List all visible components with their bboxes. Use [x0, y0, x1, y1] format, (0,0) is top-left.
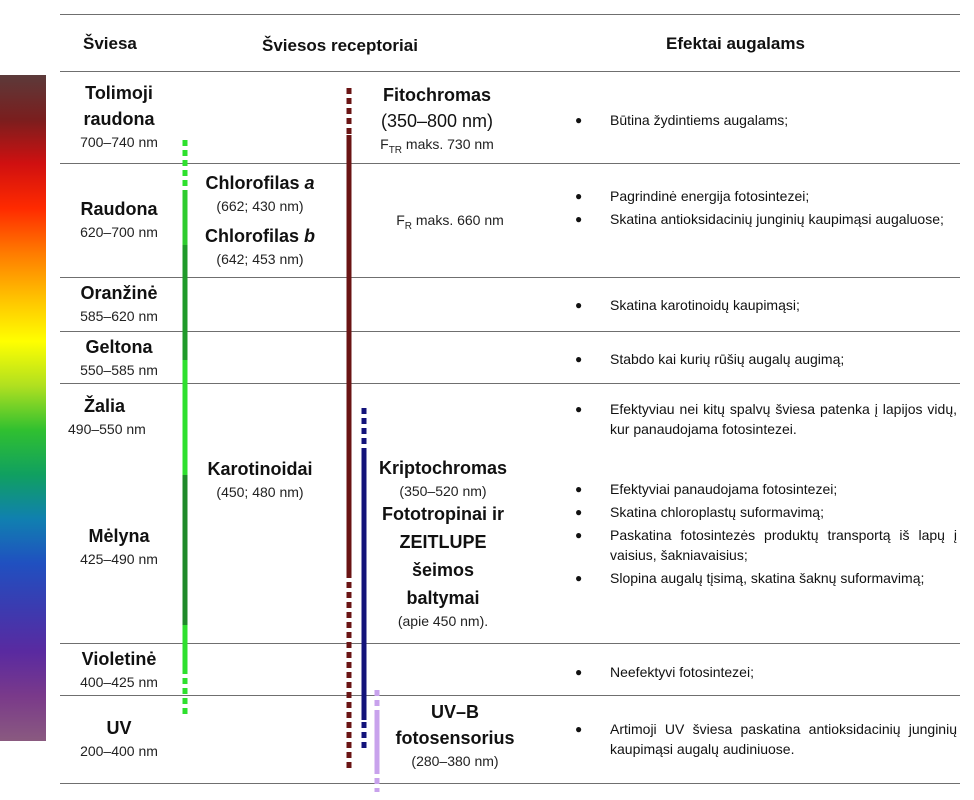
- light-name: Mėlyna: [88, 526, 150, 546]
- bullet-icon: ●: [575, 189, 583, 203]
- list-item: ● Neefektyvi fotosintezei;: [575, 664, 754, 680]
- fototropinai-line: šeimos: [411, 560, 475, 580]
- fitochromas-name: Fitochromas: [382, 85, 492, 105]
- effects-blue: [575, 479, 957, 591]
- chlorophyll-b-name: Chlorofilas: [204, 226, 299, 246]
- bullet-icon: ●: [575, 571, 583, 585]
- kriptochromas: [368, 455, 518, 631]
- light-name: Oranžinė: [80, 283, 158, 303]
- bullet-icon: ●: [575, 298, 583, 312]
- bullet-icon: ●: [575, 482, 583, 496]
- kriptochromas-name: Kriptochromas: [378, 458, 508, 478]
- list-item: ● Pagrindinė energija fotosintezei;: [575, 188, 810, 204]
- header-effects: Efektai augalams: [666, 34, 805, 53]
- header-light: Šviesa: [83, 34, 137, 53]
- bullet-icon: ●: [575, 665, 583, 679]
- light-range: 620–700 nm: [80, 224, 158, 240]
- list-item: ● Skatina antioksidacinių junginių kaupimąsi augaluose;: [575, 211, 944, 227]
- effects-yellow: [575, 349, 957, 372]
- list-item: ● Efektyviau nei kitų spalvų šviesa patenka į lapijos vidų, kur panaudojama fotosintezei.: [575, 401, 957, 437]
- light-name: raudona: [83, 109, 155, 129]
- ftr-max: $F_{TR}$ maks. 730 nm: [380, 136, 494, 156]
- light-range: 700–740 nm: [80, 134, 158, 150]
- light-range: 585–620 nm: [80, 308, 158, 324]
- light-range: 400–425 nm: [80, 674, 158, 690]
- list-item: ● Slopina augalų tįsimą, skatina šaknų suformavimą;: [575, 570, 925, 586]
- fototropinai-line: baltymai: [406, 588, 480, 608]
- karotinoidai: [195, 456, 325, 502]
- fototropinai-range: (apie 450 nm).: [397, 613, 489, 629]
- chlorophyll-b: [195, 223, 325, 269]
- fitochromas: [362, 82, 512, 161]
- light-name: Violetinė: [81, 649, 157, 669]
- chlorophyll-b-range: (642; 453 nm): [216, 251, 304, 267]
- fototropinai-line: ZEITLUPE: [399, 532, 487, 552]
- kriptochromas-range: (350–520 nm): [399, 483, 487, 499]
- light-name: Žalia: [84, 396, 126, 416]
- bullet-icon: ●: [575, 505, 583, 519]
- bullet-icon: ●: [575, 528, 583, 542]
- chlorophyll-a-name: Chlorofilas: [205, 173, 300, 193]
- effects-far-red: [575, 110, 957, 133]
- chlorophyll-b-letter: b: [304, 226, 316, 246]
- karotinoidai-range: (450; 480 nm): [216, 484, 304, 500]
- list-item: ● Skatina chloroplastų suformavimą;: [575, 504, 824, 520]
- effects-orange: [575, 295, 957, 318]
- light-range: 425–490 nm: [80, 551, 158, 567]
- bullet-icon: ●: [575, 722, 583, 736]
- light-range: 490–550 nm: [68, 421, 146, 437]
- light-name: Geltona: [85, 337, 153, 357]
- light-range: 200–400 nm: [80, 743, 158, 759]
- list-item: ● Stabdo kai kurių rūšių augalų augimą;: [575, 351, 845, 367]
- bullet-icon: ●: [575, 352, 583, 366]
- light-name: UV: [106, 718, 132, 738]
- light-name: Tolimoji: [85, 83, 153, 103]
- bullet-icon: ●: [575, 402, 583, 416]
- list-item: ● Paskatina fotosintezės produktų transportą iš lapų į vaisius, šakniavaisius;: [575, 527, 957, 563]
- chlorophyll-a: [195, 170, 325, 216]
- uvb-line: UV–B: [430, 702, 479, 722]
- effects-red: [575, 186, 957, 232]
- light-name: Raudona: [80, 199, 158, 219]
- effects-green: [575, 399, 957, 442]
- chlorophyll-a-letter: a: [304, 173, 315, 193]
- effects-violet: [575, 662, 957, 685]
- list-item: ● Efektyviai panaudojama fotosintezei;: [575, 481, 838, 497]
- effects-uv: [575, 719, 957, 762]
- list-item: ● Skatina karotinoidų kaupimąsi;: [575, 297, 800, 313]
- light-range: 550–585 nm: [80, 362, 158, 378]
- list-item: ● Artimoji UV šviesa paskatina antioksidacinių junginių kaupimąsi augalų audiniuose.: [575, 721, 957, 757]
- header-receptors: Šviesos receptoriai: [262, 36, 418, 55]
- fr-max: $F_R$ maks. 660 nm: [396, 212, 504, 232]
- uvb-photosensor: [380, 699, 530, 771]
- uvb-line: fotosensorius: [395, 728, 515, 748]
- bullet-icon: ●: [575, 212, 583, 226]
- uvb-range: (280–380 nm): [411, 753, 499, 769]
- list-item: ● Būtina žydintiems augalams;: [575, 112, 789, 128]
- chlorophyll-a-range: (662; 430 nm): [216, 198, 304, 214]
- karotinoidai-name: Karotinoidai: [207, 459, 313, 479]
- bullet-icon: ●: [575, 113, 583, 127]
- fototropinai-line: Fototropinai ir: [382, 504, 504, 524]
- fitochromas-range: (350–800 nm): [380, 111, 494, 131]
